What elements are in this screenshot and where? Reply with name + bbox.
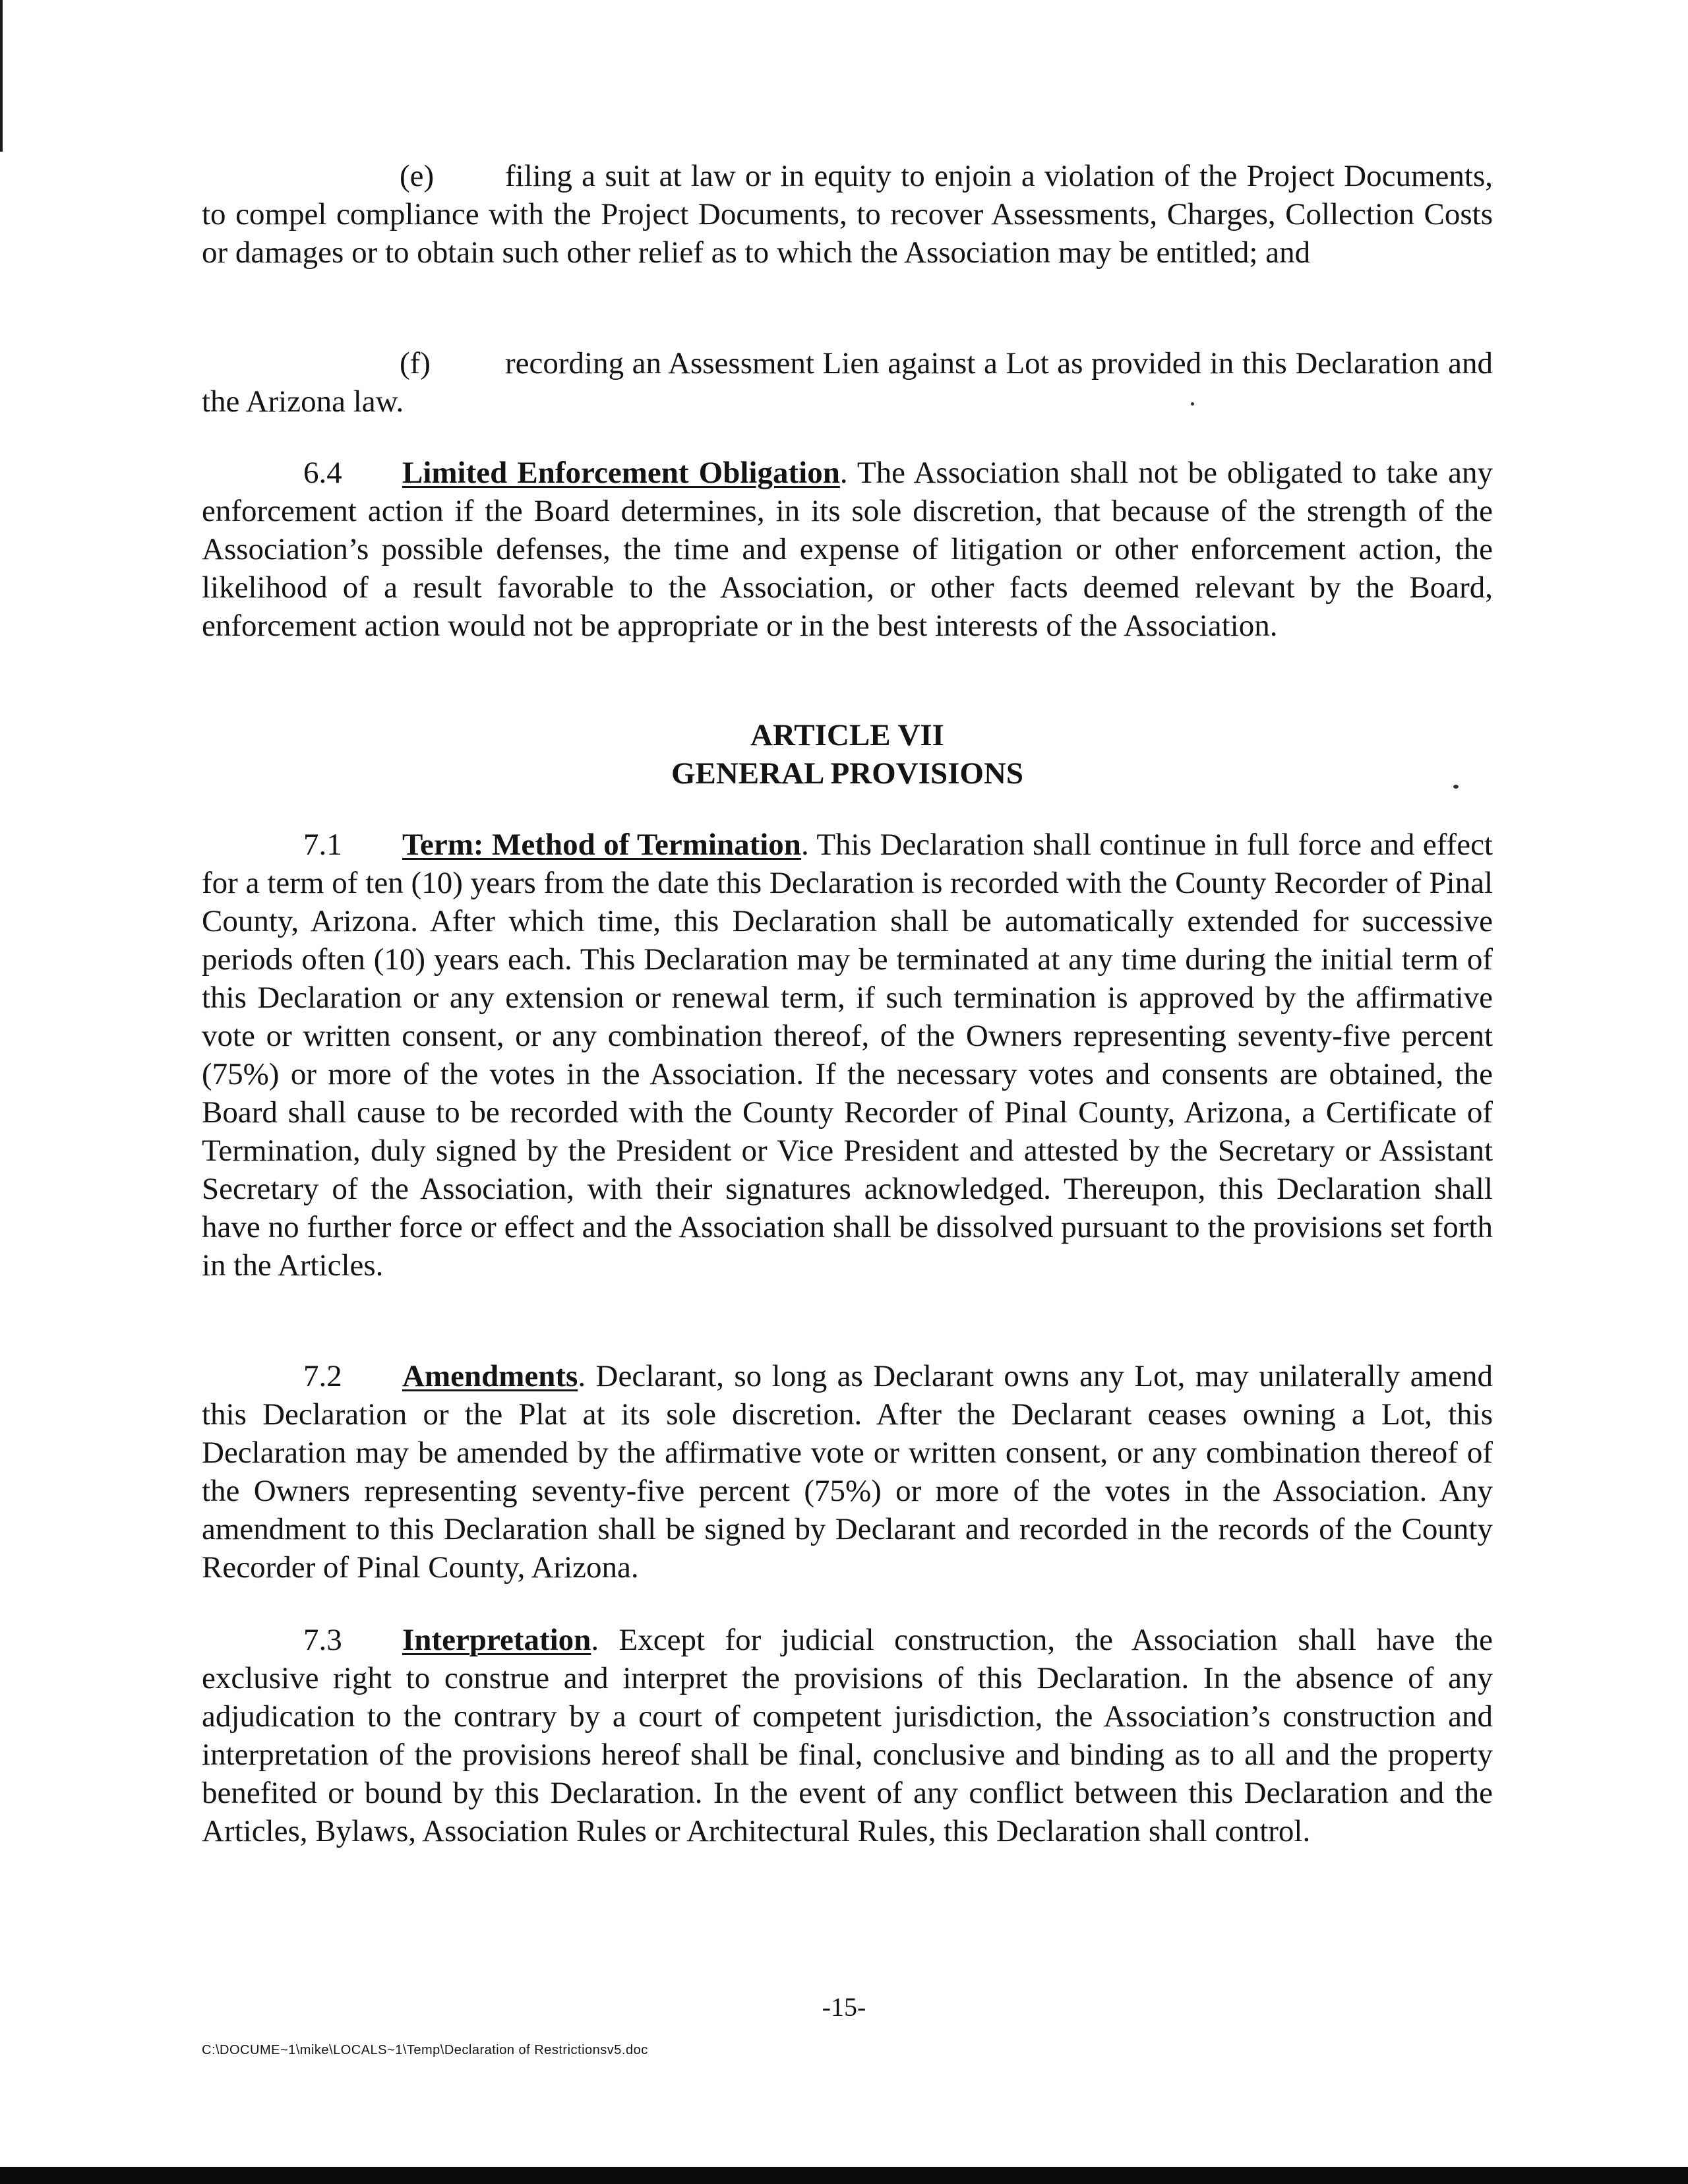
article-subtitle: GENERAL PROVISIONS [671, 756, 1024, 791]
page-number: -15- [822, 1992, 866, 2022]
scan-edge-mark [0, 0, 3, 152]
section-7-3-heading: Interpretation [402, 1623, 591, 1657]
section-6-4 [202, 454, 1493, 645]
section-7-3 [202, 1621, 1493, 1850]
section-6-4-text: . The Association shall not be obligated to take any enforcement action if the Board determines, in its sole discretion, that because of the strength of the Association’s possible defenses, the time and expense of litigation or other enforcement action, the likelihood of a result favorable to the Association, or other facts deemed relevant by the Board, enforcement action would not be appropriate or in the best interests of the Association. [202, 456, 1493, 643]
section-7-1-heading: Term: Method of Termination [402, 828, 801, 862]
clause-e [202, 157, 1493, 272]
file-path-footer: C:\DOCUME~1\mike\LOCALS~1\Temp\Declaration of Restrictionsv5.doc [202, 2043, 648, 2057]
section-7-1 [202, 826, 1493, 1285]
clause-e-marker: (e) [400, 159, 435, 193]
clause-f-marker: (f) [400, 346, 431, 380]
scan-speck [1191, 402, 1194, 406]
article-title: ARTICLE VII [750, 718, 944, 752]
section-6-4-number: 6.4 [303, 456, 342, 490]
scan-speck [1453, 785, 1459, 789]
clause-f [202, 344, 1493, 421]
section-6-4-heading: Limited Enforcement Obligation [402, 456, 840, 490]
section-7-3-number: 7.3 [303, 1623, 342, 1657]
section-7-2-number: 7.2 [303, 1359, 342, 1393]
section-7-3-text: . Except for judicial construction, the Association shall have the exclusive right to construe and interpret the provisions of this Declaration. In the absence of any adjudication to the contrary by a court of competent jurisdiction, the Association’s construction and interpretation of the provisions hereof shall be final, conclusive and binding as to all and the property benefited or bound by this Declaration. In the event of any conflict between this Declaration and the Articles, Bylaws, Association Rules or Architectural Rules, this Declaration shall control. [202, 1623, 1493, 1848]
clause-e-text: filing a suit at law or in equity to enjoin a violation of the Project Documents, to compel compliance with the Project Documents, to recover Assessments, Charges, Collection Costs or damages or to obtain such other relief as to which the Association may be entitled; and [202, 159, 1493, 270]
section-7-2 [202, 1357, 1493, 1587]
clause-f-text: recording an Assessment Lien against a Lot as provided in this Declaration and the Arizona law. [202, 346, 1493, 419]
section-7-1-text: . This Declaration shall continue in full force and effect for a term of ten (10) years from the date this Declaration is recorded with the County Recorder of Pinal County, Arizona. After which time, this Declaration shall be automatically extended for successive periods often (10) years each. This Declaration may be terminated at any time during the initial term of this Declaration or any extension or renewal term, if such termination is approved by the affirmative vote or written consent, or any combination thereof, of the Owners representing seventy-five percent (75%) or more of the votes in the Association. If the necessary votes and consents are obtained, the Board shall cause to be recorded with the County Recorder of Pinal County, Arizona, a Certificate of Termination, duly signed by the President or Vice President and attested by the Secretary or Assistant Secretary of the Association, with their signatures acknowledged. Thereupon, this Declaration shall have no further force or effect and the Association shall be dissolved pursuant to the provisions set forth in the Articles. [202, 828, 1493, 1283]
section-7-2-text: . Declarant, so long as Declarant owns any Lot, may unilaterally amend this Declaration or the Plat at its sole discretion. After the Declarant ceases owning a Lot, this Declaration may be amended by the affirmative vote or written consent, or any combination thereof of the Owners representing seventy-five percent (75%) or more of the votes in the Association. Any amendment to this Declaration shall be signed by Declarant and recorded in the records of the County Recorder of Pinal County, Arizona. [202, 1359, 1493, 1585]
section-7-2-heading: Amendments [402, 1359, 578, 1393]
scan-bottom-edge [0, 2167, 1688, 2184]
section-7-1-number: 7.1 [303, 828, 342, 862]
